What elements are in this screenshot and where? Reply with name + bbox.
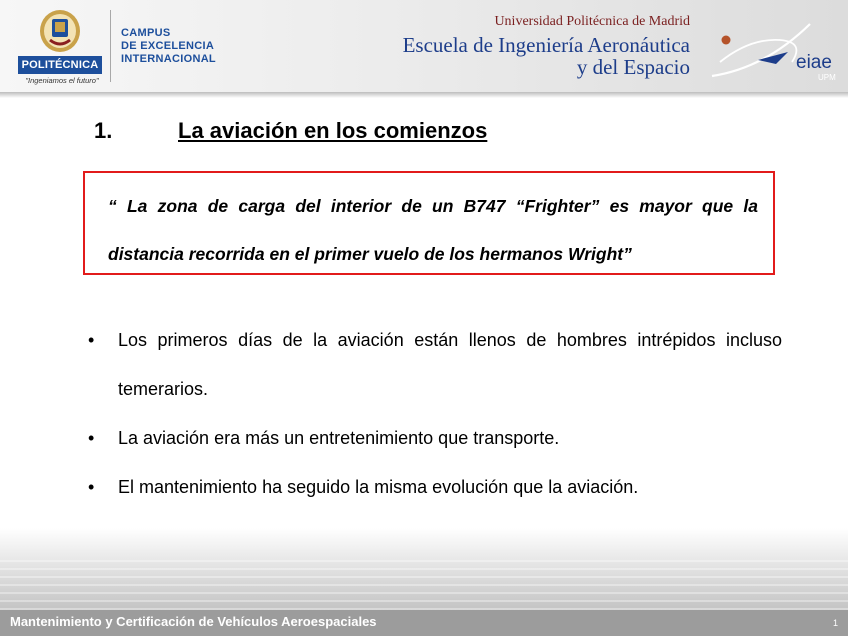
bullet-list: [88, 316, 788, 512]
eiae-logo-icon: [710, 18, 840, 84]
campus-line-3: INTERNACIONAL: [121, 53, 216, 65]
footer-decorative-lines: [0, 560, 848, 610]
header-shadow: [0, 92, 848, 98]
upm-slogan: "Ingeniamos el futuro": [25, 76, 99, 85]
eiae-logo-text: eiae: [796, 52, 832, 73]
bullet-item: • Los primeros días de la aviación están llenos de hombres intrépidos incluso temerarios.: [88, 316, 782, 414]
header-divider: [110, 10, 111, 82]
school-name: [403, 34, 690, 78]
footer-course-title: Mantenimiento y Certificación de Vehículos Aeroespaciales: [10, 614, 377, 629]
campus-excelencia-label: [121, 27, 216, 66]
slide-title: [94, 118, 487, 144]
campus-line-1: CAMPUS: [121, 27, 171, 39]
upm-badge: POLITÉCNICA: [18, 56, 102, 74]
bullet-item: • El mantenimiento ha seguido la misma evolución que la aviación.: [88, 463, 788, 512]
school-name-line-1: Escuela de Ingeniería Aeronáutica: [402, 33, 690, 57]
university-name: Universidad Politécnica de Madrid: [494, 14, 690, 29]
page-number: 1: [832, 618, 838, 628]
eiae-logo-sub: UPM: [818, 73, 836, 82]
quote-text: “ La zona de carga del interior de un B747 “Frighter” es mayor que la distancia recorrida en el primer vuelo de los hermanos Wright”: [108, 196, 758, 264]
campus-line-2: DE EXCELENCIA: [121, 40, 215, 52]
upm-seal-icon: [38, 8, 82, 54]
slide-title-text: La aviación en los comienzos: [178, 118, 488, 143]
bullet-item: • La aviación era más un entretenimiento que transporte.: [88, 414, 788, 463]
slide-title-number: 1.: [94, 118, 113, 143]
school-name-line-2: y del Espacio: [576, 55, 690, 79]
